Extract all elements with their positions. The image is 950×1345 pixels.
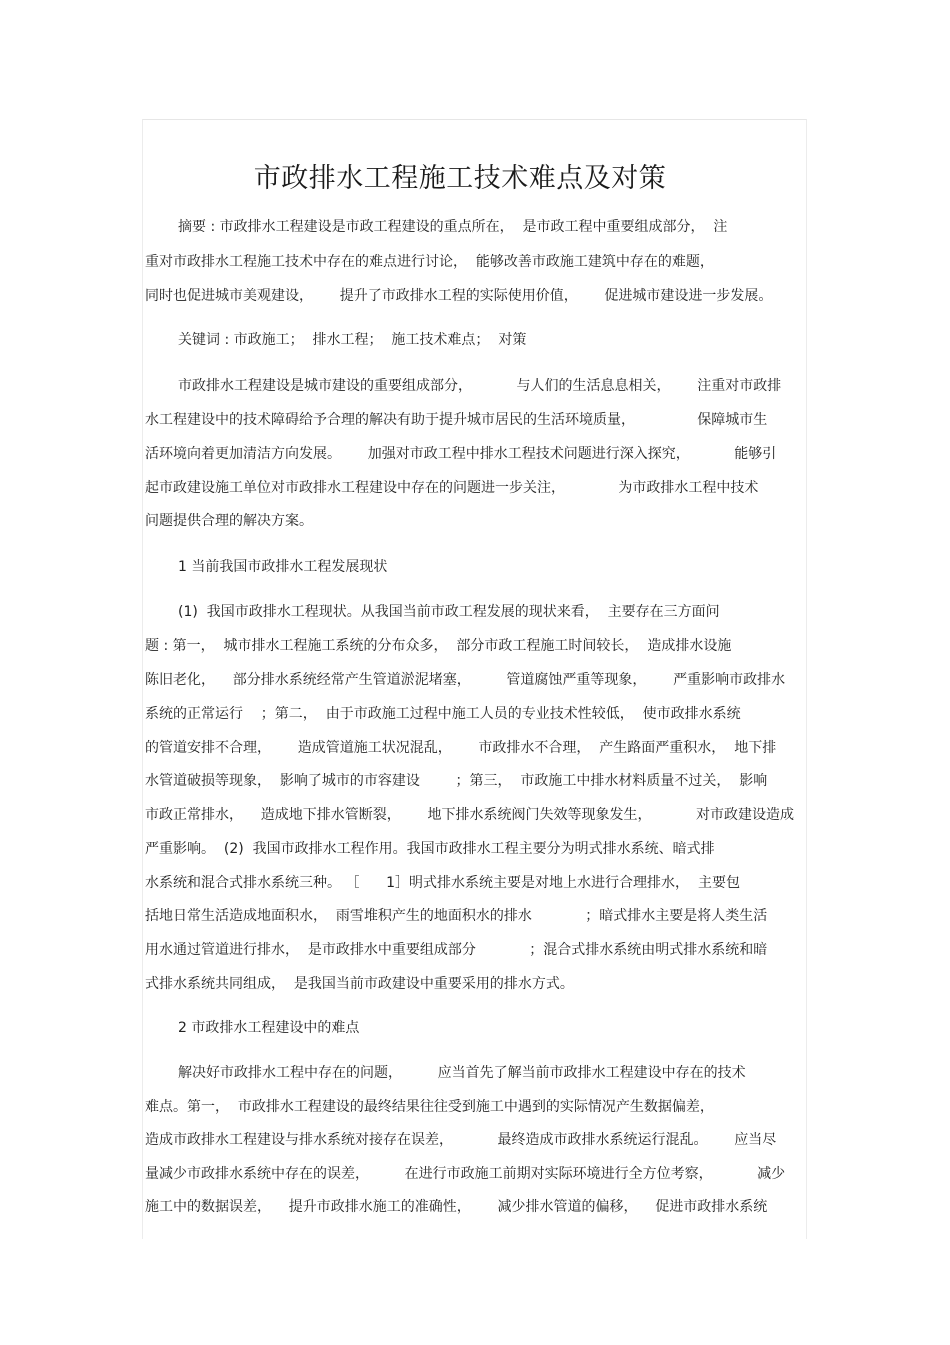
text-line: 的管道安排不合理， 造成管道施工状况混乱， 市政排水不合理， 产生路面严重积水， 地下排 — [145, 740, 777, 756]
text-line: 施工中的数据误差， 提升市政排水施工的准确性， 减少排水管道的偏移， 促进市政排水系统 — [145, 1199, 768, 1215]
text-line: 活环境向着更加清洁方向发展。 加强对市政工程中排水工程技术问题进行深入探究， 能够引 — [145, 446, 777, 462]
text-line: 式排水系统共同组成， 是我国当前市政建设中重要采用的排水方式。 — [145, 976, 574, 992]
text-line: 问题提供合理的解决方案。 — [145, 513, 313, 529]
text-line: 括地日常生活造成地面积水， 雨雪堆积产生的地面积水的排水 ；暗式排水主要是将人类生活 — [145, 908, 768, 924]
text-line: 水工程建设中的技术障碍给予合理的解决有助于提升城市居民的生活环境质量， 保障城市生 — [145, 412, 768, 428]
text-line: 用水通过管道进行排水， 是市政排水中重要组成部分 ；混合式排水系统由明式排水系统和暗 — [145, 942, 768, 958]
text-line: 难点。第一， 市政排水工程建设的最终结果往往受到施工中遇到的实际情况产生数据偏差， — [145, 1099, 714, 1115]
text-line: 水管道破损等现象， 影响了城市的市容建设 ；第三， 市政施工中排水材料质量不过关， 影响 — [145, 773, 768, 789]
text-line: 造成市政排水工程建设与排水系统对接存在误差， 最终造成市政排水系统运行混乱。 应当尽 — [145, 1132, 777, 1148]
text-line: 题 : 第一， 城市排水工程施工系统的分布众多， 部分市政工程施工时间较长， 造成排水设施 — [145, 638, 732, 654]
text-line: (1) 我国市政排水工程现状。从我国当前市政工程发展的现状来看， 主要存在三方面问 — [178, 604, 720, 620]
text-line: 解决好市政排水工程中存在的问题， 应当首先了解当前市政排水工程建设中存在的技术 — [178, 1065, 746, 1081]
text-line: 1 当前我国市政排水工程发展现状 — [178, 559, 388, 575]
text-line: 系统的正常运行 ；第二， 由于市政施工过程中施工人员的专业技术性较低， 使市政排水系统 — [145, 706, 741, 722]
text-line: 同时也促进城市美观建设， 提升了市政排水工程的实际使用价值， 促进城市建设进一步发展。 — [145, 288, 773, 304]
text-line: 市政正常排水， 造成地下排水管断裂， 地下排水系统阀门失效等现象发生， 对市政建设造成 — [145, 807, 795, 823]
text-line: 起市政建设施工单位对市政排水工程建设中存在的问题进一步关注， 为市政排水工程中技术 — [145, 480, 759, 496]
text-line: 摘要 : 市政排水工程建设是市政工程建设的重点所在， 是市政工程中重要组成部分， 注 — [178, 219, 728, 235]
text-line: 量减少市政排水系统中存在的误差， 在进行市政施工前期对实际环境进行全方位考察， 减少 — [145, 1166, 786, 1182]
text-line: 市政排水工程建设是城市建设的重要组成部分， 与人们的生活息息相关， 注重对市政排 — [178, 378, 782, 394]
text-line: 水系统和混合式排水系统三种。 ［ 1］明式排水系统主要是对地上水进行合理排水， 主要包 — [145, 875, 740, 891]
text-line: 严重影响。 (2) 我国市政排水工程作用。我国市政排水工程主要分为明式排水系统、暗式排 — [145, 841, 715, 857]
text-line: 重对市政排水工程施工技术中存在的难点进行讨论， 能够改善市政施工建筑中存在的难题， — [145, 254, 714, 270]
text-line: 关键词 : 市政施工； 排水工程； 施工技术难点； 对策 — [178, 332, 527, 348]
document-title: 市政排水工程施工技术难点及对策 — [253, 163, 667, 194]
text-line: 2 市政排水工程建设中的难点 — [178, 1020, 360, 1036]
text-line: 陈旧老化， 部分排水系统经常产生管道淤泥堵塞， 管道腐蚀严重等现象， 严重影响市政排水 — [145, 672, 786, 688]
